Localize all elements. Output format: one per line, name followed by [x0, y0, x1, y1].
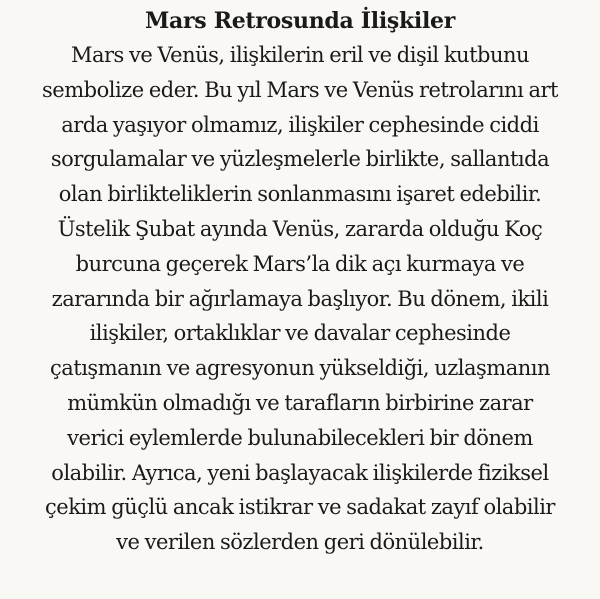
body-line-13: olabilir. Ayrıca, yeni başlayacak ilişkilerde fiziksel — [51, 460, 549, 485]
body-line-12: verici eylemlerde bulunabilecekleri bir dönem — [67, 425, 533, 450]
body-line-1: Mars ve Venüs, ilişkilerin eril ve dişil kutbunu — [70, 43, 530, 67]
body-line-4: sorgulamalar ve yüzleşmelerle birlikte, sallantıda — [50, 147, 550, 172]
body-line-2: sembolize eder. Bu yıl Mars ve Venüs retrolarını art — [42, 77, 558, 102]
body-line-10: çatışmanın ve agresyonun yükseldiği, uzlaşmanın — [49, 356, 551, 381]
body-line-8: zararında bir ağırlamaya başlıyor. Bu dönem, ikili — [51, 286, 549, 311]
body-line-3: arda yaşıyor olmamız, ilişkiler cephesinde ciddi — [61, 112, 539, 137]
article-title: Mars Retrosunda İlişkiler — [144, 8, 456, 34]
article-body — [12, 38, 588, 560]
body-line-6: Üstelik Şubat ayında Venüs, zararda olduğu Koç — [57, 216, 543, 241]
body-line-11: mümkün olmadığı ve tarafların birbirine zarar — [67, 390, 533, 415]
body-line-9: ilişkiler, ortaklıklar ve davalar cephesinde — [89, 321, 511, 346]
body-line-5: olan birlikteliklerin sonlanmasını işaret edebilir. — [58, 182, 542, 207]
body-line-7: burcuna geçerek Mars’la dik açı kurmaya ve — [75, 251, 525, 276]
body-line-14: çekim güçlü ancak istikrar ve sadakat zayıf olabilir — [45, 495, 555, 520]
body-line-15: ve verilen sözlerden geri dönülebilir. — [116, 530, 484, 555]
